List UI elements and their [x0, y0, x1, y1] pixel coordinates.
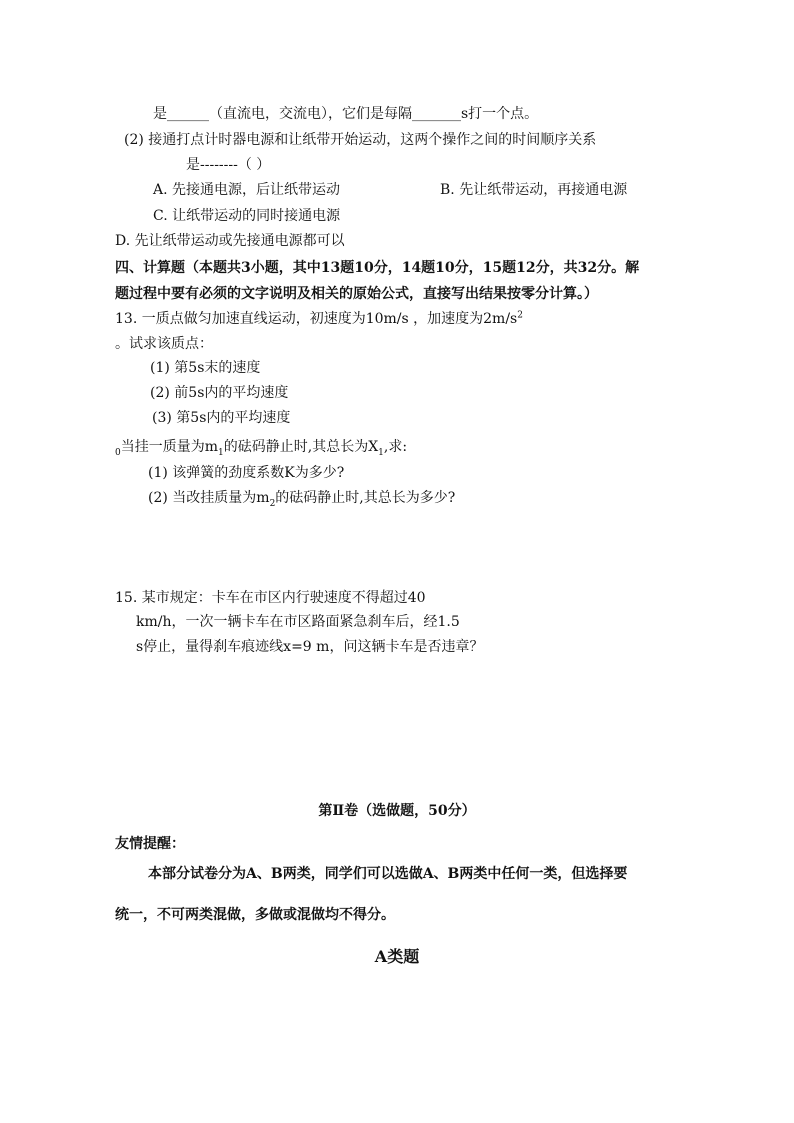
- q13-line2: 。试求该质点：: [115, 336, 213, 352]
- part2-title: 第Ⅱ卷（选做题，50分）: [318, 803, 476, 819]
- q12-sub2-line2: 是--------（ ）: [186, 157, 271, 173]
- q14-sub2-post: 的砝码静止时,其总长为多少?: [275, 490, 456, 506]
- q14-sub-x1: 1: [378, 447, 384, 458]
- section4-heading-line2: 题过程中要有必须的文字说明及相关的原始公式，直接写出结果按零分计算。）: [115, 286, 598, 302]
- q15-line1: 15. 某市规定：卡车在市区内行驶速度不得超过40: [115, 590, 426, 606]
- q14-end: ,求:: [383, 439, 408, 455]
- q12-option-d: D. 先让纸带运动或先接通电源都可以: [115, 233, 345, 249]
- q14-sub2-m2: 2: [269, 498, 276, 509]
- q14-sub-m1: 1: [218, 447, 224, 458]
- q14-sub2: [148, 488, 455, 508]
- part2-tip-line1: 本部分试卷分为A、B两类，同学们可以选做A、B两类中任何一类，但选择要: [148, 866, 628, 882]
- q12-option-a: A. 先接通电源，后让纸带运动: [153, 182, 341, 198]
- q14-sub1: (1) 该弹簧的劲度系数K为多少?: [148, 465, 345, 481]
- q15-line3: s停止，量得刹车痕迹线x=9 m，问这辆卡车是否违章？: [136, 639, 484, 655]
- q14-sub2-pre: (2) 当改挂质量为m: [148, 490, 270, 506]
- q15-line2: km/h，一次一辆卡车在市区路面紧急刹车后，经1.5: [136, 614, 460, 630]
- q12-option-b: B. 先让纸带运动，再接通电源: [440, 182, 628, 198]
- section4-heading-line1: 四、计算题（本题共3小题，其中13题10分，14题10分，15题12分，共32分。解: [115, 260, 640, 276]
- q12-option-c: C. 让纸带运动的同时接通电源: [153, 208, 341, 224]
- q13-line1-text: 13. 一质点做匀加速直线运动，初速度为10m/s ，加速度为2m/s: [115, 311, 518, 327]
- part2-tip-label: 友情提醒：: [115, 836, 185, 852]
- q14-line1: [115, 437, 407, 457]
- q13-exponent: 2: [517, 310, 523, 321]
- q14-pre: 0: [115, 447, 121, 458]
- q14-mid2: 的砝码静止时,其总长为X: [223, 439, 379, 455]
- class-a-heading: A类题: [374, 947, 420, 966]
- q13-line1: [115, 309, 523, 329]
- q13-sub1: (1) 第5s末的速度: [150, 360, 261, 376]
- q12-sub2-line1: (2) 接通打点计时器电源和让纸带开始运动，这两个操作之间的时间顺序关系: [124, 132, 597, 148]
- q13-sub2: (2) 前5s内的平均速度: [150, 385, 289, 401]
- q13-sub3: (3) 第5s内的平均速度: [152, 410, 291, 426]
- q12-line1: 是______（直流电，交流电），它们是每隔_______s打一个点。: [153, 106, 539, 122]
- part2-tip-line2: 统一，不可两类混做，多做或混做均不得分。: [115, 907, 395, 923]
- q14-mid1: 当挂一质量为m: [120, 439, 219, 455]
